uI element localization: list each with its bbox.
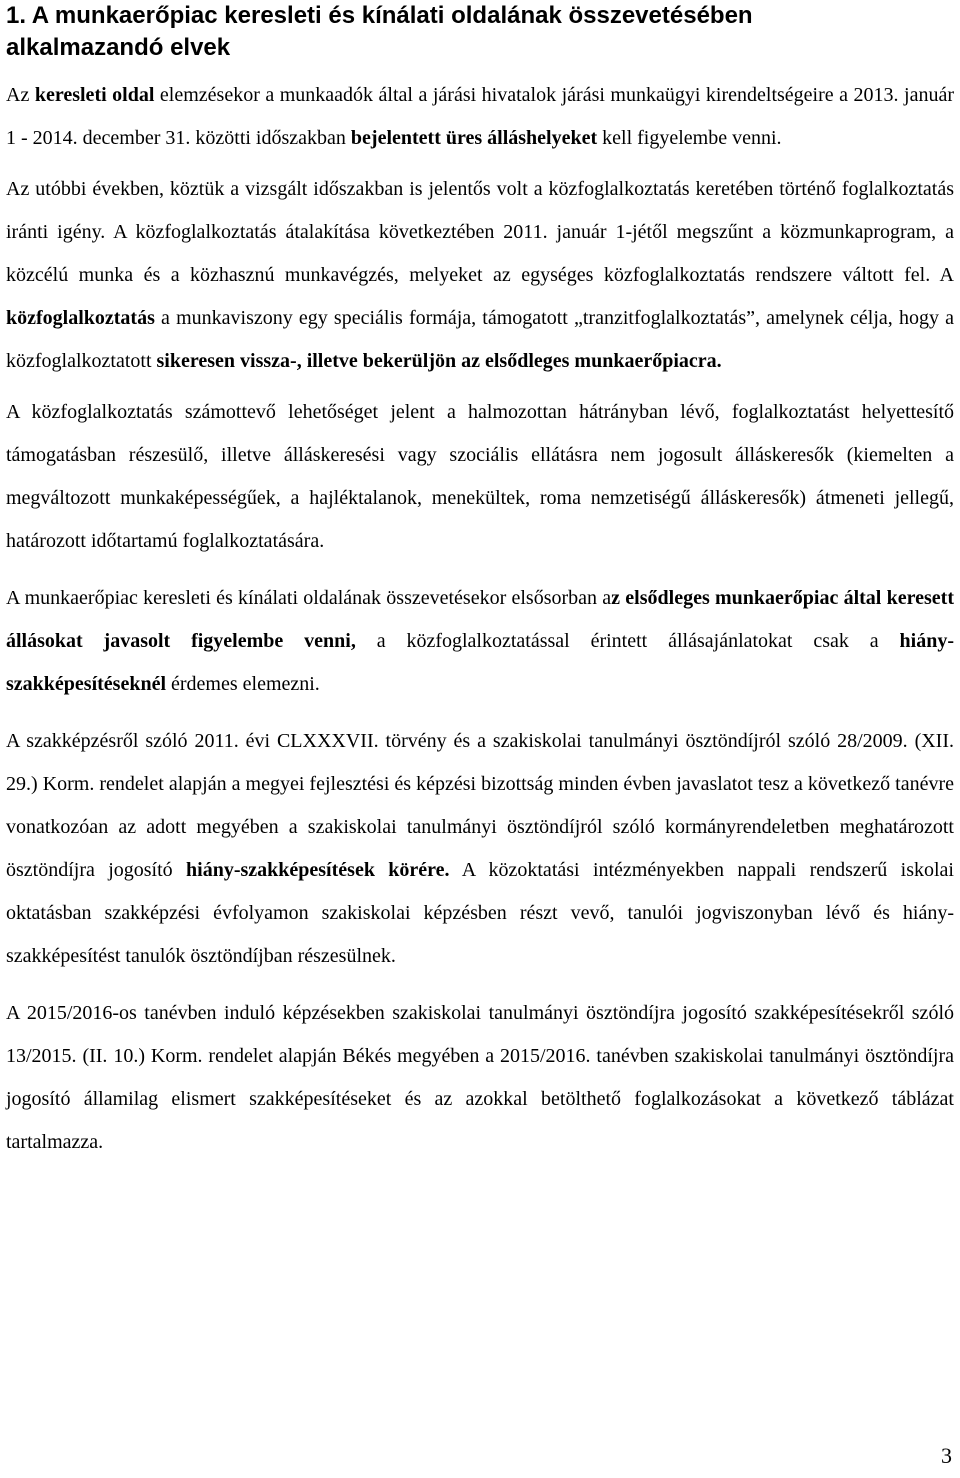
text-run: Az: [6, 84, 35, 106]
text-run: A közfoglalkoztatás számottevő lehetőséget jelent a halmozottan hátrányban lévő, foglalkoztatást helyettesítő támogatásban részesülő, illetve álláskeresési vagy szociális ellátásra nem jogosult álláskeresők (kiemelten a megváltozott munkaképességűek, a hajléktalanok, menekültek, roma nemzetiségű álláskeresők) átmeneti jellegű, határozott időtartamú foglalkoztatására.: [6, 401, 954, 552]
bold-run: hiány-szakképesítéseknél: [6, 630, 954, 695]
text-run: érdemes elemezni.: [166, 673, 320, 695]
bold-run: keresleti oldal: [34, 84, 155, 106]
text-run: Az utóbbi években, köztük a vizsgált időszakban is jelentős volt a közfoglalkoztatás keretében történő foglalkoztatás iránti igény. A közfoglalkoztatás átalakítása következtében 2011. január 1-jétől megszűnt a közmunkaprogram, a közcélú munka és a közhasznú munkavégzés, melyeket az egységes közfoglalkoztatás rendszere váltott fel. A: [6, 178, 954, 286]
bold-run: sikeresen vissza-, illetve bekerüljön az elsődleges munkaerőpiacra.: [156, 350, 722, 372]
paragraph-comparison: [6, 577, 954, 706]
document-page: [6, 0, 954, 1164]
paragraph-scholarship-table-intro: [6, 992, 954, 1164]
text-run: a közfoglalkoztatással érintett állásajánlatokat csak a: [355, 630, 900, 652]
text-run: kell figyelembe venni.: [597, 127, 782, 149]
heading-line-1: 1. A munkaerőpiac keresleti és kínálati oldalának összevetésében: [6, 2, 753, 29]
text-run: A 2015/2016-os tanévben induló képzésekben szakiskolai tanulmányi ösztöndíjra jogosító szakképesítésekről szóló 13/2015. (II. 10.) Korm. rendelet alapján Békés megyében a 2015/2016. tanévben szakiskolai tanulmányi ösztöndíjra jogosító államilag elismert szakképesítéseket és az azokkal betölthető foglalkozásokat a következő táblázat tartalmazza.: [6, 1002, 954, 1153]
paragraph-opportunity: [6, 391, 954, 563]
bold-run: közfoglalkoztatás: [6, 307, 155, 329]
bold-run: hiány-szakképesítések körére.: [186, 859, 450, 881]
text-run: A szakképzésről szóló 2011. évi CLXXXVII. törvény és a szakiskolai tanulmányi ösztöndíjról szóló 28/2009. (XII. 29.) Korm. rendelet alapján a megyei fejlesztési és képzési bizottság minden évben javaslatot tesz a következő tanévre vonatkozóan az adott megyében a szakiskolai tanulmányi ösztöndíjról szóló kormányrendeletben meghatározott ösztöndíjra jogosító: [6, 730, 954, 881]
text-run: elemzésekor a munkaadók által a járási hivatalok járási munkaügyi kirendeltségeire a 2013. január 1 - 2014. december 31. közötti időszakban: [6, 84, 955, 149]
paragraph-public-employment: [6, 168, 954, 383]
text-run: A közoktatási intézményekben nappali rendszerű iskolai oktatásban szakképzési évfolyamon szakiskolai képzésben részt vevő, tanulói jogviszonyban lévő és hiány-szakképesítést tanulók ösztöndíjban részesülnek.: [6, 859, 954, 967]
bold-run: bejelentett üres álláshelyeket: [350, 127, 598, 149]
page-number: 3: [941, 1443, 952, 1468]
heading-line-2: alkalmazandó elvek: [6, 34, 231, 61]
text-run: A munkaerőpiac keresleti és kínálati oldalának összevetésekor elsősorban a: [6, 587, 612, 609]
bold-run: z elsődleges munkaerőpiac által keresett állásokat javasolt figyelembe venni,: [6, 587, 954, 652]
text-run: a munkaviszony egy speciális formája, támogatott „tranzitfoglalkoztatás”, amelynek célja, hogy a közfoglalkoztatott: [6, 307, 954, 372]
section-heading: [6, 0, 954, 64]
paragraph-demand-side: [6, 74, 954, 160]
paragraph-vocational-law: [6, 720, 954, 978]
